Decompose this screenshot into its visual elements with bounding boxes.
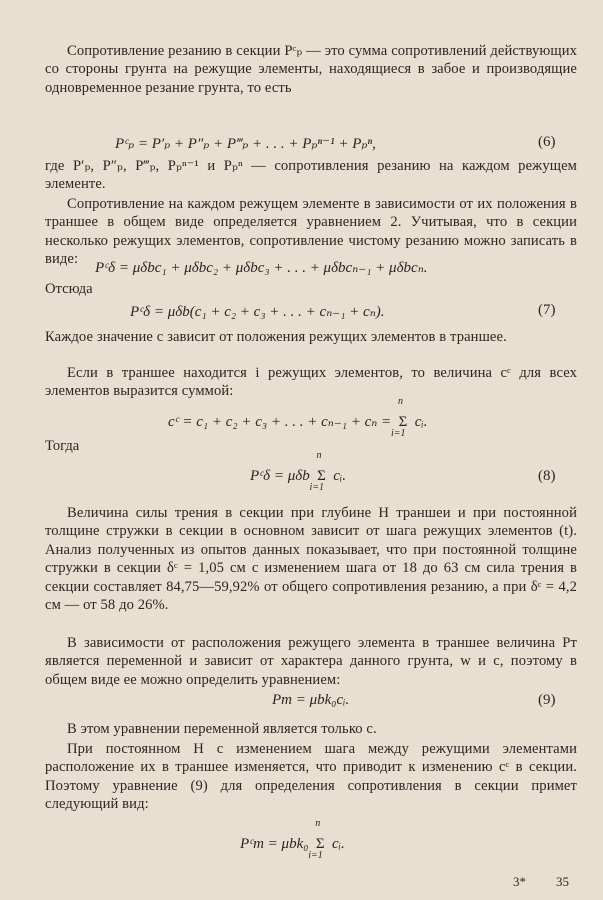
label-togda: Тогда	[45, 438, 80, 454]
paragraph-4: Каждое значение c зависит от положения режущих элементов в траншее.	[45, 329, 507, 345]
page-number: 35	[556, 874, 569, 889]
sum-lower-limit: i=1	[390, 428, 406, 439]
paragraph-5: Если в траншее находится i режущих элементов, то величина cᶜ для всех элементов выразится суммой:	[45, 365, 577, 400]
equation-cc-right: cᵢ.	[414, 414, 428, 430]
equation-8-number: (8)	[538, 468, 556, 484]
signature-mark: 3*	[513, 874, 526, 889]
sum-symbol	[309, 450, 329, 493]
sum-symbol	[308, 818, 328, 861]
equation-final-right: cᵢ.	[331, 836, 345, 852]
equation-resistance: Pᶜδ = μδbc₁ + μδbc₂ + μδbc₃ + . . . + μδbcₙ₋₁ + μδbcₙ.	[95, 260, 428, 276]
equation-8-right: cᵢ.	[333, 468, 346, 484]
paragraph-7: В зависимости от расположения режущего элемента в траншее величина Pт является переменной и зависит от характера данного грунта, w и c, поэтому в общем виде ее можно определить уравнением:	[45, 635, 577, 688]
paragraph-9: При постоянном H с изменением шага между режущими элементами расположение их в траншее изменяется, что приводит к изменению cᶜ в секции. Поэтому уравнение (9) для определения сопротивления в секции примет следующий вид:	[45, 741, 577, 813]
equation-9: Pт = μbk₀cᵢ.	[272, 692, 350, 708]
sum-upper-limit: n	[316, 450, 322, 461]
sum-upper-limit: n	[315, 818, 321, 829]
sum-sigma: Σ	[398, 414, 408, 430]
equation-8	[250, 450, 346, 493]
equation-cc	[168, 396, 428, 439]
paragraph-3: Сопротивление на каждом режущем элементе в зависимости от их положения в траншее в общем виде определяется уравнением 2. Учитывая, что в секции несколько режущих элементов, сопротивление чистому резанию можно записать в виде:	[45, 196, 577, 268]
equation-6: Pᶜₚ = P′ₚ + P″ₚ + P‴ₚ + . . . + Pₚⁿ⁻¹ + Pₚⁿ,	[115, 136, 376, 152]
equation-cc-left: cᶜ = c₁ + c₂ + c₃ + . . . + cₙ₋₁ + cₙ =	[168, 414, 392, 430]
equation-7: Pᶜδ = μδb(c₁ + c₂ + c₃ + . . . + cₙ₋₁ + cₙ).	[130, 304, 385, 320]
equation-final	[240, 818, 345, 861]
paragraph-6: Величина силы трения в секции при глубине H траншеи и при постоянной толщине стружки в секции в основном зависит от шага режущих элементов (t). Анализ полученных из опытов данных показывает, что при постоянной толщине стружки в секции δᶜ = 1,05 см с изменением шага от 18 до 63 см сила трения в секции составляет 84,75—59,92% от общего сопротивления резанию, а при δᶜ = 4,2 см — от 58 до 26%.	[45, 505, 577, 614]
equation-final-left: Pᶜт = μbk₀	[240, 836, 309, 852]
sum-sigma: Σ	[315, 836, 325, 852]
equation-6-number: (6)	[538, 134, 556, 150]
sum-sigma: Σ	[317, 468, 326, 484]
paragraph-8: В этом уравнении переменной является только c.	[67, 721, 377, 737]
sum-lower-limit: i=1	[308, 850, 323, 861]
equation-9-number: (9)	[538, 692, 556, 708]
equation-8-left: Pᶜδ = μδb	[250, 468, 310, 484]
sum-lower-limit: i=1	[309, 482, 324, 493]
paragraph-2: где P′ₚ, P″ₚ, P‴ₚ, Pₚⁿ⁻¹ и Pₚⁿ — сопротивления резанию на каждом режущем элементе.	[45, 158, 577, 193]
paragraph-1: Сопротивление резанию в секции Pᶜₚ — это сумма сопротивлений действующих со стороны грунта на режущие элементы, находящиеся в забое и производящие одновременное резание грунта, то есть	[45, 43, 577, 96]
label-otsyuda: Отсюда	[45, 281, 93, 297]
equation-7-number: (7)	[538, 302, 556, 318]
sum-symbol	[390, 396, 411, 439]
sum-upper-limit: n	[397, 396, 403, 407]
